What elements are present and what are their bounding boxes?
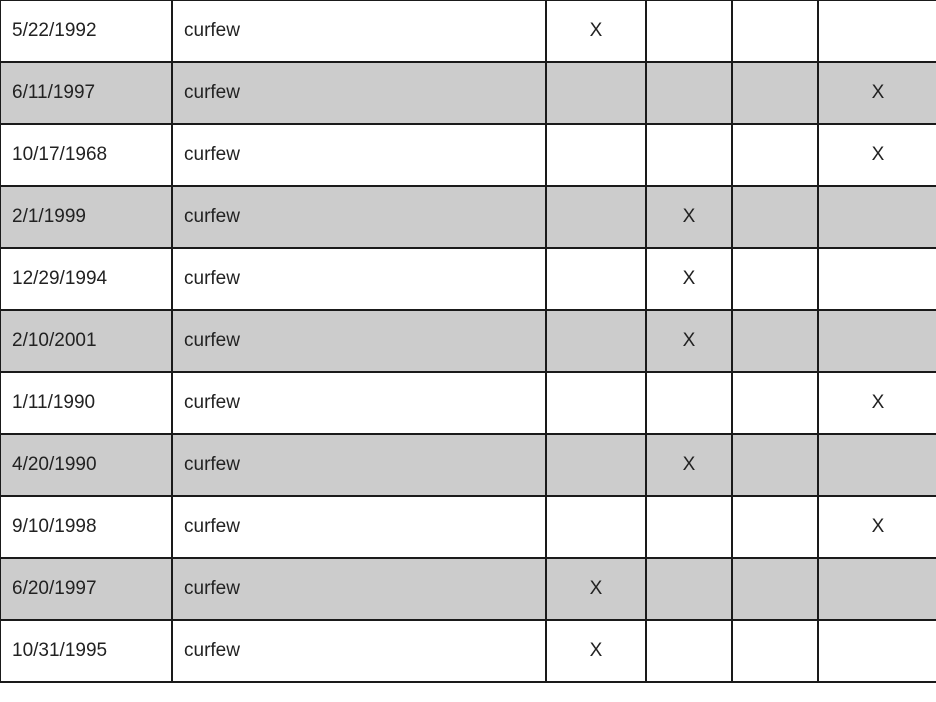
mark-cell-2 [646,620,732,682]
mark-cell-2: X [646,186,732,248]
mark-cell-2 [646,558,732,620]
mark-cell-4: X [818,372,936,434]
mark-cell-4 [818,0,936,62]
mark-cell-2: X [646,310,732,372]
table-row [0,248,936,310]
mark-cell-4 [818,558,936,620]
mark-cell-1 [546,62,646,124]
mark-cell-1 [546,496,646,558]
date-cell: 2/10/2001 [0,310,172,372]
date-cell: 9/10/1998 [0,496,172,558]
reason-cell: curfew [172,372,546,434]
date-cell: 6/20/1997 [0,558,172,620]
mark-cell-1 [546,124,646,186]
mark-cell-3 [732,372,818,434]
mark-cell-1 [546,434,646,496]
table-row [0,558,936,620]
mark-cell-4 [818,248,936,310]
reason-cell: curfew [172,620,546,682]
reason-cell: curfew [172,186,546,248]
table-row [0,310,936,372]
mark-cell-1 [546,248,646,310]
reason-cell: curfew [172,434,546,496]
reason-cell: curfew [172,558,546,620]
reason-cell: curfew [172,310,546,372]
mark-cell-3 [732,0,818,62]
mark-cell-1: X [546,0,646,62]
mark-cell-4: X [818,124,936,186]
mark-cell-4: X [818,496,936,558]
date-cell: 10/17/1968 [0,124,172,186]
reason-cell: curfew [172,0,546,62]
mark-cell-3 [732,62,818,124]
table-row [0,496,936,558]
reason-cell: curfew [172,124,546,186]
mark-cell-3 [732,558,818,620]
mark-cell-1 [546,186,646,248]
date-cell: 12/29/1994 [0,248,172,310]
mark-cell-3 [732,310,818,372]
mark-cell-1: X [546,620,646,682]
mark-cell-1: X [546,558,646,620]
table-row [0,124,936,186]
date-cell: 10/31/1995 [0,620,172,682]
mark-cell-4 [818,620,936,682]
mark-cell-2 [646,372,732,434]
mark-cell-3 [732,620,818,682]
mark-cell-2 [646,0,732,62]
mark-cell-3 [732,496,818,558]
reason-cell: curfew [172,496,546,558]
mark-cell-4 [818,310,936,372]
date-cell: 4/20/1990 [0,434,172,496]
mark-cell-4 [818,434,936,496]
mark-cell-3 [732,124,818,186]
mark-cell-3 [732,186,818,248]
mark-cell-3 [732,248,818,310]
mark-cell-2 [646,124,732,186]
mark-cell-2: X [646,248,732,310]
table-row [0,434,936,496]
table-row [0,372,936,434]
reason-cell: curfew [172,62,546,124]
table-row [0,0,936,62]
mark-cell-1 [546,372,646,434]
mark-cell-2 [646,62,732,124]
date-cell: 1/11/1990 [0,372,172,434]
date-cell: 2/1/1999 [0,186,172,248]
mark-cell-4 [818,186,936,248]
table-row [0,62,936,124]
mark-cell-3 [732,434,818,496]
mark-cell-1 [546,310,646,372]
mark-cell-2 [646,496,732,558]
date-cell: 6/11/1997 [0,62,172,124]
date-cell: 5/22/1992 [0,0,172,62]
table-row [0,186,936,248]
mark-cell-4: X [818,62,936,124]
reason-cell: curfew [172,248,546,310]
table-row [0,620,936,682]
mark-cell-2: X [646,434,732,496]
